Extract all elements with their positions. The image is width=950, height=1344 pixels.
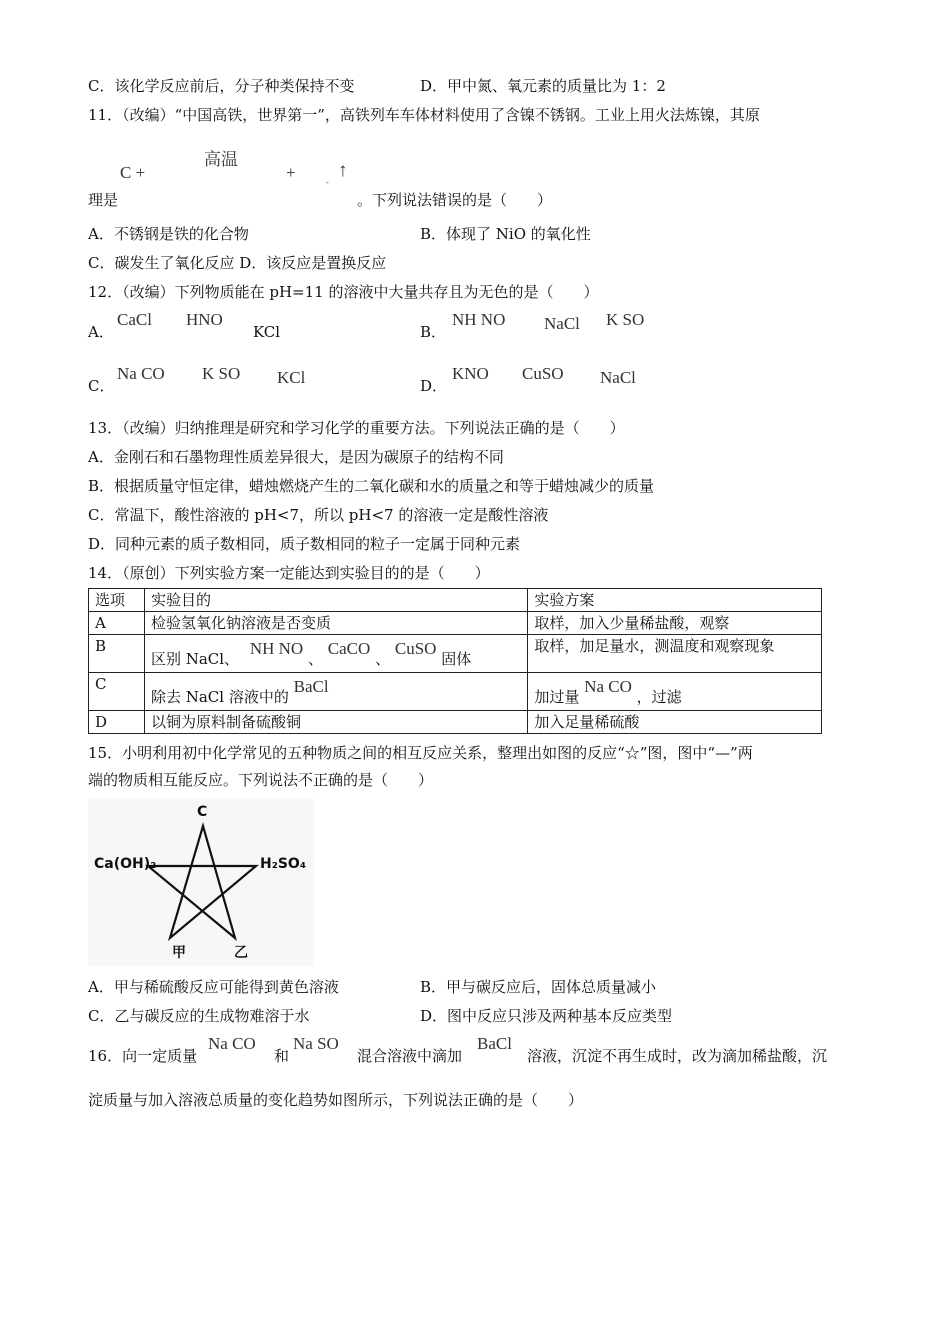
row-c-goal-text: 除去 NaCl 溶液中的 [150, 688, 289, 706]
q16-stem-3: 混合溶液中滴加 [357, 1047, 463, 1065]
row-b-goal-text: 区别 NaCl、 [150, 650, 240, 668]
q12-a-formula-2: HNO [186, 310, 223, 329]
q12-c-formula-3: KCl [277, 368, 306, 387]
q15-option-d: D．图中反应只涉及两种基本反应类型 [420, 1007, 673, 1025]
header-goal: 实验目的 [144, 589, 527, 612]
row-c-plan-text: 加过量 [534, 688, 580, 706]
row-c-plan [528, 673, 822, 711]
q11-equation-plus: + [286, 163, 296, 182]
experiment-table [88, 588, 822, 734]
row-c-formula-1: BaCl [293, 677, 329, 696]
q11-option-a: A．不锈钢是铁的化合物 [88, 225, 249, 243]
q10-option-c: C．该化学反应前后，分子种类保持不变 [88, 77, 355, 95]
table-row [89, 711, 822, 734]
star-lines [88, 798, 314, 966]
q12-stem: 12．（改编）下列物质能在 pH=11 的溶液中大量共存且为无色的是（ ） [88, 283, 599, 301]
row-b-goal-tail: 固体 [441, 650, 472, 668]
q12-a-formula-3: KCl [253, 323, 281, 341]
node-sulfuric-acid: H₂SO₄ [260, 856, 306, 872]
row-b-sep-2: 、 [375, 650, 391, 668]
row-d-option: D [89, 711, 145, 734]
q11-stem: 11．（改编）“中国高铁，世界第一”，高铁列车车体材料使用了含镍不锈钢。工业上用火法炼镍，其原 [88, 106, 760, 124]
q16-formula-3: BaCl [477, 1034, 512, 1053]
q11-gas-arrow: ↑ [338, 160, 348, 181]
header-plan: 实验方案 [528, 589, 822, 612]
q15-option-b: B．甲与碳反应后，固体总质量减小 [420, 978, 657, 996]
q11-stem-c: 。下列说法错误的是（ ） [357, 191, 553, 209]
row-a-goal: 检验氢氧化钠溶液是否变质 [144, 612, 527, 635]
q15-option-c: C．乙与碳反应的生成物难溶于水 [88, 1007, 310, 1025]
row-a-plan: 取样，加入少量稀盐酸，观察 [528, 612, 822, 635]
row-b-formula-2: CaCO [327, 639, 371, 658]
row-c-goal [144, 673, 527, 711]
q13-option-d: D．同种元素的质子数相同，质子数相同的粒子一定属于同种元素 [88, 535, 521, 553]
q12-d-formula-2: CuSO [522, 364, 564, 383]
q13-option-b: B．根据质量守恒定律，蜡烛燃烧产生的二氧化碳和水的质量之和等于蜡烛减少的质量 [88, 477, 655, 495]
q14-stem: 14．（原创）下列实验方案一定能达到实验目的的是（ ） [88, 564, 490, 582]
row-b-formula-1: NH NO [249, 639, 304, 658]
q12-d-formula-3: NaCl [600, 368, 636, 387]
q15-option-a: A．甲与稀硫酸反应可能得到黄色溶液 [88, 978, 339, 996]
q11-stem-b: 理是 [88, 191, 119, 209]
node-yi: 乙 [234, 945, 248, 961]
q10-option-d: D．甲中氮、氧元素的质量比为 1：2 [420, 77, 666, 95]
q12-b-formula-2: NaCl [544, 314, 580, 333]
q16-stem-line2: 淀质量与加入溶液总质量的变化趋势如图所示，下列说法正确的是（ ） [88, 1091, 584, 1109]
q11-option-cd: C．碳发生了氧化反应 D．该反应是置换反应 [88, 254, 387, 272]
row-c-option: C [89, 673, 145, 711]
node-jia: 甲 [172, 945, 186, 961]
row-b-formula-3: CuSO [394, 639, 437, 658]
reaction-star-diagram [88, 798, 314, 966]
q13-option-c: C．常温下，酸性溶液的 pH<7，所以 pH<7 的溶液一定是酸性溶液 [88, 506, 549, 524]
row-b-option: B [89, 635, 145, 673]
q12-d-formula-1: KNO [452, 364, 489, 383]
node-carbon: C [197, 804, 208, 820]
q12-a-formula-1: CaCl [117, 310, 152, 329]
q13-option-a: A．金刚石和石墨物理性质差异很大，是因为碳原子的结构不同 [88, 448, 504, 466]
q12-c-formula-2: K SO [202, 364, 241, 383]
row-c-formula-2: Na CO [584, 677, 632, 696]
row-b-sep-1: 、 [307, 650, 323, 668]
q16-stem-2: 和 [274, 1047, 290, 1065]
header-option: 选项 [89, 589, 145, 612]
row-d-goal: 以铜为原料制备硫酸铜 [144, 711, 527, 734]
q12-b-label: B． [420, 323, 447, 341]
row-b-plan: 取样，加足量水，测温度和观察现象 [528, 635, 822, 673]
q12-a-label: A． [88, 323, 114, 341]
table-row [89, 673, 822, 711]
q16-stem-4: 溶液，沉淀不再生成时，改为滴加稀盐酸，沉 [527, 1047, 828, 1065]
row-c-plan-tail: ，过滤 [636, 688, 682, 706]
q11-option-b: B．体现了 NiO 的氧化性 [420, 225, 591, 243]
q11-equation-carbon: C + [120, 163, 146, 182]
q11-reaction-condition: 高温 [204, 150, 238, 169]
q16-stem-1: 16．向一定质量 [88, 1047, 198, 1065]
row-d-plan: 加入足量稀硫酸 [528, 711, 822, 734]
row-b-goal [144, 635, 527, 673]
row-a-option: A [89, 612, 145, 635]
q16-formula-1: Na CO [208, 1034, 256, 1053]
q12-c-formula-1: Na CO [117, 364, 165, 383]
table-row [89, 635, 822, 673]
q12-c-label: C． [88, 377, 115, 395]
q12-b-formula-3: K SO [606, 310, 645, 329]
q13-stem: 13．（改编）归纳推理是研究和学习化学的重要方法。下列说法正确的是（ ） [88, 419, 625, 437]
q16-formula-2: Na SO [293, 1034, 339, 1053]
node-calcium-hydroxide: Ca(OH)₂ [94, 856, 157, 872]
q15-stem-b: 端的物质相互能反应。下列说法不正确的是（ ） [88, 771, 434, 789]
q12-b-formula-1: NH NO [452, 310, 506, 329]
table-header-row [89, 589, 822, 612]
q11-equation-subscript: - [326, 178, 329, 187]
q12-d-label: D． [420, 377, 448, 395]
table-row [89, 612, 822, 635]
q15-stem: 15．小明利用初中化学常见的五种物质之间的相互反应关系，整理出如图的反应“☆”图，图中“—”两 [88, 744, 753, 762]
